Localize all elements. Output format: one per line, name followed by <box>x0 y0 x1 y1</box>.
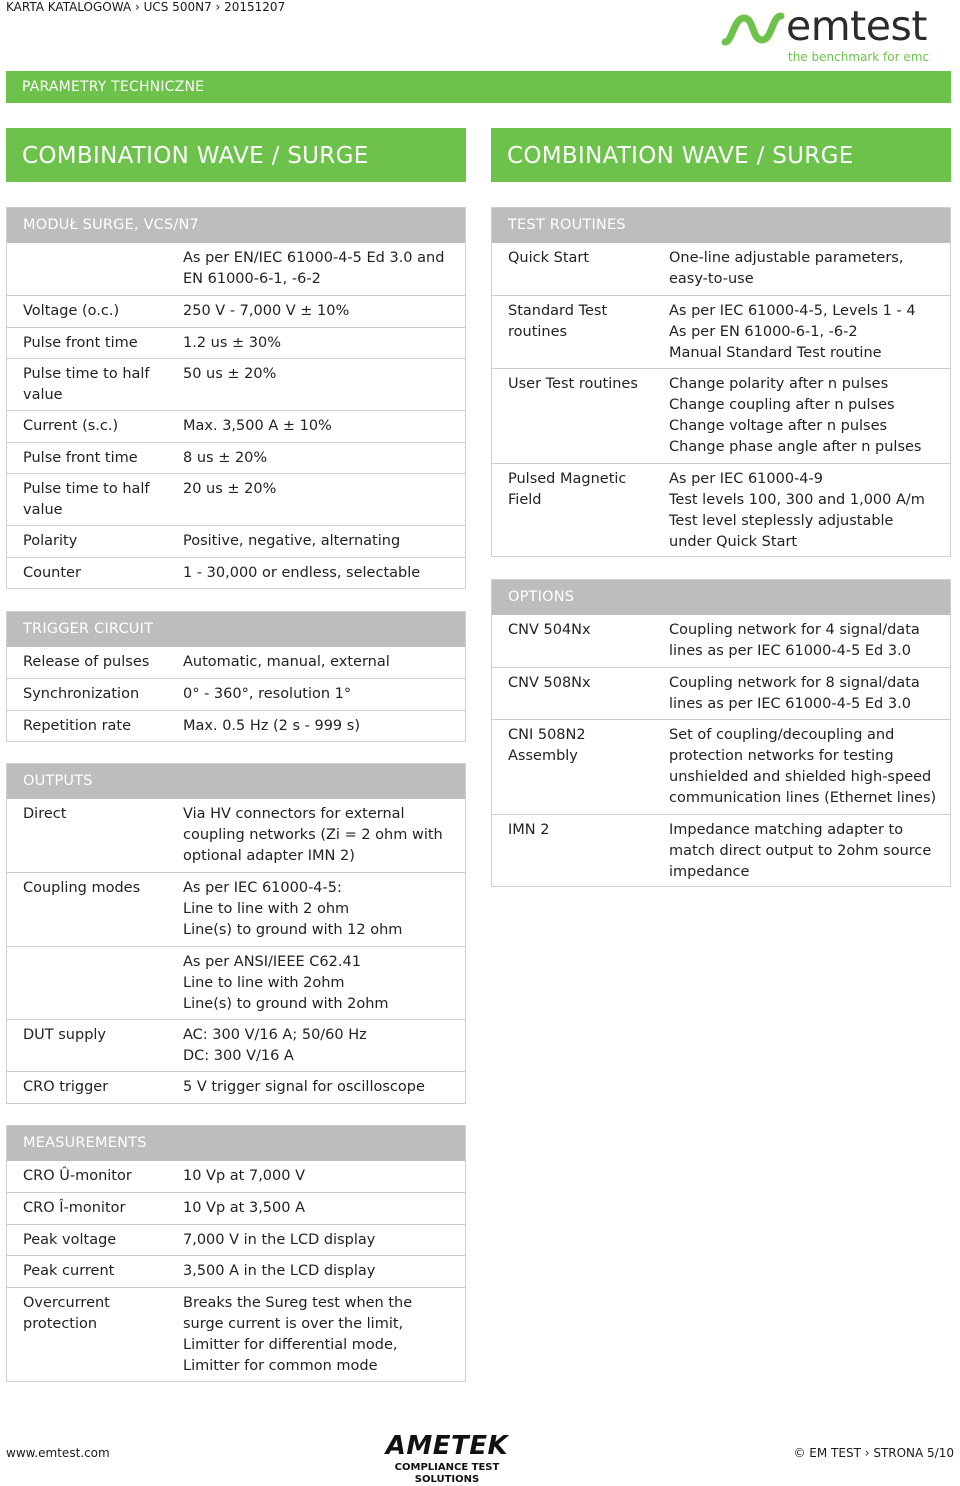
row-value: As per EN/IEC 61000-4-5 Ed 3.0 and EN 61000-6-1, -6-2 <box>183 250 445 287</box>
row-label: Repetition rate <box>23 718 132 734</box>
table-row <box>7 243 465 295</box>
table-row <box>7 799 465 872</box>
right-heading-bar <box>491 128 951 182</box>
table-row <box>7 1192 465 1224</box>
row-label: Standard Test routines <box>508 303 608 340</box>
row-label: CRO Î-monitor <box>23 1200 126 1216</box>
row-label: CNV 504Nx <box>508 622 591 638</box>
brand-tagline: the benchmark for emc <box>788 50 930 64</box>
row-value: 3,500 A in the LCD display <box>183 1263 376 1279</box>
row-label: Release of pulses <box>23 654 150 670</box>
measurements-table <box>6 1125 466 1382</box>
row-value: 50 us ± 20% <box>183 366 277 382</box>
table-row <box>7 710 465 741</box>
row-label: CNI 508N2 Assembly <box>508 727 586 764</box>
row-label: Peak current <box>23 1263 115 1279</box>
table-row <box>7 410 465 442</box>
row-label: Counter <box>23 565 81 581</box>
table-row <box>7 557 465 588</box>
row-label: Pulse time to half value <box>23 481 150 518</box>
table-row <box>492 295 950 368</box>
row-value: AC: 300 V/16 A; 50/60 Hz DC: 300 V/16 A <box>183 1027 367 1064</box>
module-header: MODUŁ SURGE, VCS/N7 <box>7 208 465 243</box>
table-row <box>7 1019 465 1071</box>
module-table <box>6 207 466 589</box>
trigger-header: TRIGGER CIRCUIT <box>7 612 465 647</box>
table-row <box>7 1255 465 1287</box>
section-title: PARAMETRY TECHNICZNE <box>22 79 205 95</box>
row-value: Max. 0.5 Hz (2 s - 999 s) <box>183 718 360 734</box>
row-label: Synchronization <box>23 686 140 702</box>
table-row <box>492 368 950 463</box>
outputs-table <box>6 763 466 1104</box>
row-label: CNV 508Nx <box>508 675 591 691</box>
table-row <box>7 327 465 358</box>
table-row <box>492 814 950 886</box>
row-value: 0° - 360°, resolution 1° <box>183 686 352 702</box>
row-value: As per IEC 61000-4-9 Test levels 100, 300 and 1,000 A/m Test level steplessly adjustable under Quick Start <box>669 471 925 550</box>
row-label: IMN 2 <box>508 822 550 838</box>
row-label: Pulsed Magnetic Field <box>508 471 627 508</box>
table-row <box>7 872 465 946</box>
emtest-wave-icon <box>722 12 784 46</box>
row-label: Polarity <box>23 533 78 549</box>
brand-name: emtest <box>786 2 927 50</box>
row-value: As per ANSI/IEEE C62.41 Line to line with 2ohm Line(s) to ground with 2ohm <box>183 954 389 1012</box>
table-row <box>492 719 950 814</box>
row-value: 10 Vp at 3,500 A <box>183 1200 306 1216</box>
row-value: Breaks the Sureg test when the surge current is over the limit, Limitter for differential mode, Limitter for common mode <box>183 1295 413 1374</box>
table-row <box>492 463 950 556</box>
row-label: CRO Û-monitor <box>23 1168 132 1184</box>
section-title-bar <box>6 71 951 103</box>
row-label: Direct <box>23 806 67 822</box>
table-row <box>7 525 465 557</box>
row-label: User Test routines <box>508 376 638 392</box>
row-value: Positive, negative, alternating <box>183 533 401 549</box>
table-row <box>7 647 465 678</box>
table-row <box>7 1224 465 1255</box>
row-label: Pulse front time <box>23 335 138 351</box>
trigger-table <box>6 611 466 742</box>
row-label: Current (s.c.) <box>23 418 119 434</box>
row-value: 1.2 us ± 30% <box>183 335 282 351</box>
row-value: Coupling network for 8 signal/data lines as per IEC 61000-4-5 Ed 3.0 <box>669 675 920 712</box>
left-heading-bar <box>6 128 466 182</box>
row-value: 20 us ± 20% <box>183 481 277 497</box>
row-label: Overcurrent protection <box>23 1295 110 1332</box>
page-number: © EM TEST › STRONA 5/10 <box>793 1446 954 1460</box>
row-value: 5 V trigger signal for oscilloscope <box>183 1079 425 1095</box>
row-value: Coupling network for 4 signal/data lines as per IEC 61000-4-5 Ed 3.0 <box>669 622 920 659</box>
row-value: 8 us ± 20% <box>183 450 268 466</box>
measurements-header: MEASUREMENTS <box>7 1126 465 1161</box>
left-heading: COMBINATION WAVE / SURGE <box>22 143 369 169</box>
table-row <box>7 358 465 410</box>
ametek-subtitle: COMPLIANCE TEST SOLUTIONS <box>394 1462 500 1485</box>
table-row <box>492 615 950 667</box>
table-row <box>492 243 950 295</box>
row-value: Max. 3,500 A ± 10% <box>183 418 332 434</box>
options-header: OPTIONS <box>492 580 950 615</box>
row-value: 7,000 V in the LCD display <box>183 1232 376 1248</box>
options-table <box>491 579 951 887</box>
row-value: 250 V - 7,000 V ± 10% <box>183 303 350 319</box>
row-value: As per IEC 61000-4-5: Line to line with 2 ohm Line(s) to ground with 12 ohm <box>183 880 403 938</box>
website-link[interactable]: www.emtest.com <box>6 1446 110 1460</box>
row-value: 10 Vp at 7,000 V <box>183 1168 306 1184</box>
table-row <box>7 678 465 710</box>
ametek-name: AMETEK <box>385 1431 509 1461</box>
right-heading: COMBINATION WAVE / SURGE <box>507 143 854 169</box>
table-row <box>7 442 465 473</box>
row-label: Coupling modes <box>23 880 141 896</box>
row-label: CRO trigger <box>23 1079 109 1095</box>
table-row <box>492 667 950 719</box>
row-label: Pulse time to half value <box>23 366 150 403</box>
table-row <box>7 1161 465 1192</box>
row-value: Automatic, manual, external <box>183 654 390 670</box>
row-value: As per IEC 61000-4-5, Levels 1 - 4 As per EN 61000-6-1, -6-2 Manual Standard Test routine <box>669 303 916 361</box>
table-row <box>7 473 465 525</box>
row-value: Change polarity after n pulses Change coupling after n pulses Change voltage after n pulses Change phase angle after n pulses <box>669 376 922 455</box>
row-label: DUT supply <box>23 1027 107 1043</box>
ametek-logo <box>362 1431 532 1485</box>
table-row <box>7 1071 465 1103</box>
table-row <box>7 1287 465 1381</box>
row-value: One-line adjustable parameters, easy-to-use <box>669 250 904 287</box>
row-label: Peak voltage <box>23 1232 117 1248</box>
row-label: Pulse front time <box>23 450 138 466</box>
table-row <box>7 295 465 327</box>
row-label: Voltage (o.c.) <box>23 303 120 319</box>
row-value: Set of coupling/decoupling and protection networks for testing unshielded and shielded high-speed communication lines (Ethernet lines) <box>669 727 937 806</box>
row-value: Impedance matching adapter to match direct output to 2ohm source impedance <box>669 822 932 880</box>
emtest-logo <box>722 4 948 66</box>
row-value: 1 - 30,000 or endless, selectable <box>183 565 421 581</box>
test-routines-table <box>491 207 951 557</box>
outputs-header: OUTPUTS <box>7 764 465 799</box>
row-label: Quick Start <box>508 250 590 266</box>
breadcrumb: KARTA KATALOGOWA › UCS 500N7 › 20151207 <box>6 0 286 14</box>
table-row <box>7 946 465 1019</box>
row-value: Via HV connectors for external coupling networks (Zi = 2 ohm with optional adapter IMN 2) <box>183 806 443 864</box>
test-routines-header: TEST ROUTINES <box>492 208 950 243</box>
